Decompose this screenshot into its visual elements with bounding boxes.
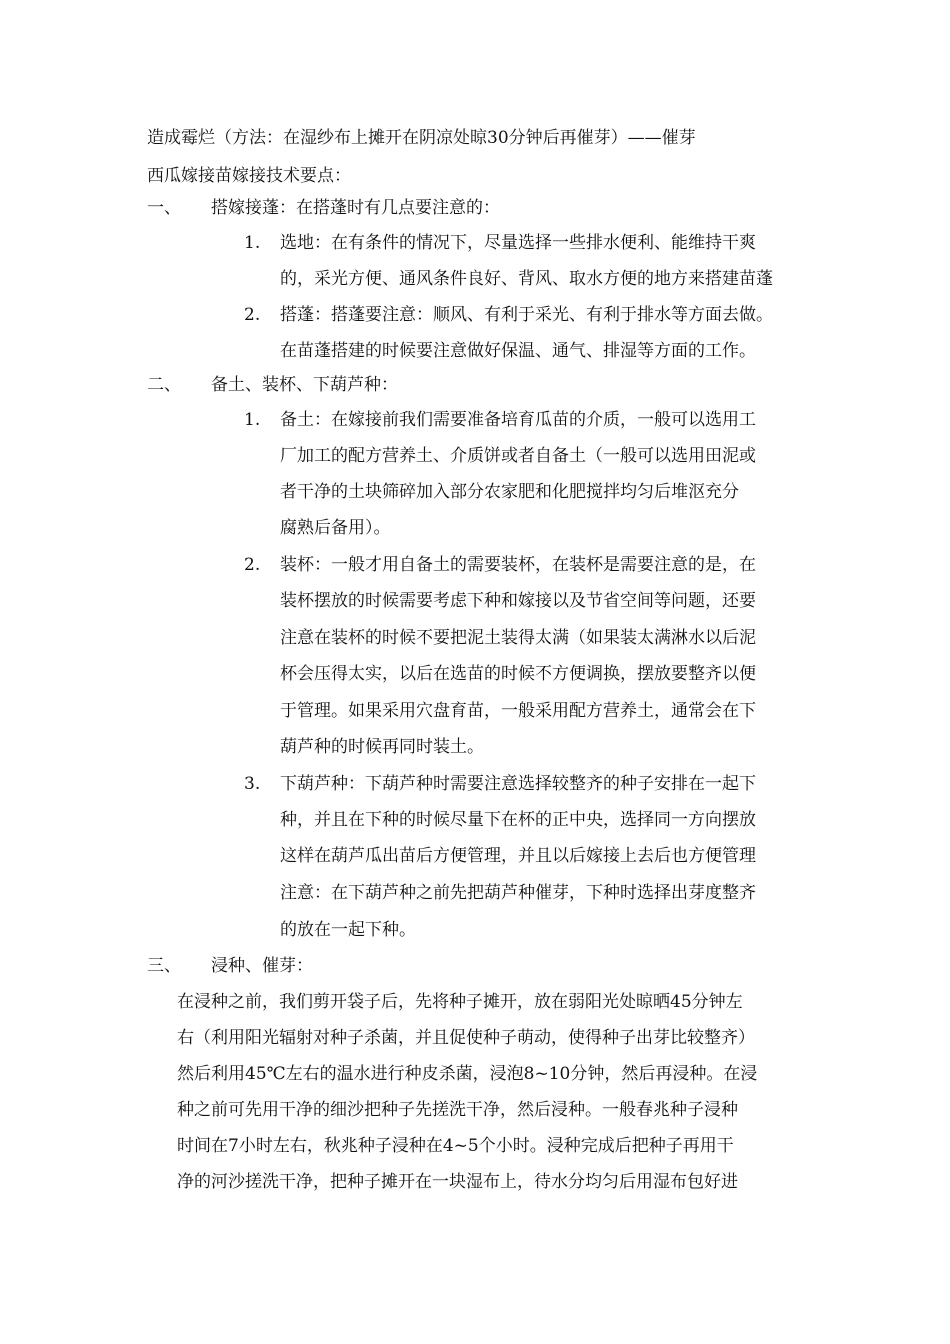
- section-1-title: 搭嫁接蓬：在搭蓬时有几点要注意的：: [211, 198, 500, 218]
- section-2-item-3-number: 3.: [244, 774, 261, 794]
- intro-line-2: 西瓜嫁接苗嫁接技术要点：: [147, 166, 351, 186]
- section-2-item-2-line-3: 注意在装杯的时候不要把泥土装得太满（如果装太满淋水以后泥: [280, 628, 756, 648]
- section-2-marker: 二、: [147, 375, 181, 395]
- section-2-item-3-line-5: 的放在一起下种。: [280, 920, 416, 940]
- section-2-item-3-line-2: 种，并且在下种的时候尽量下在杯的正中央，选择同一方向摆放: [280, 810, 756, 830]
- section-1-item-2-line-1: 搭蓬：搭蓬要注意：顺风、有利于采光、有利于排水等方面去做。: [280, 305, 773, 325]
- section-2-item-3-line-4: 注意：在下葫芦种之前先把葫芦种催芽，下种时选择出芽度整齐: [280, 883, 756, 903]
- section-2-item-2-line-1: 装杯：一般才用自备土的需要装杯，在装杯是需要注意的是，在: [280, 555, 756, 575]
- section-2-item-2-line-6: 葫芦种的时候再同时装土。: [280, 737, 484, 757]
- section-2-item-1-line-2: 厂加工的配方营养土、介质饼或者自备土（一般可以选用田泥或: [280, 446, 756, 466]
- section-2-item-2-line-5: 于管理。如果采用穴盘育苗，一般采用配方营养土，通常会在下: [280, 701, 756, 721]
- section-1-item-2-line-2: 在苗蓬搭建的时候要注意做好保温、通气、排湿等方面的工作。: [280, 341, 756, 361]
- section-1-marker: 一、: [147, 198, 181, 218]
- intro-line-1: 造成霉烂（方法：在湿纱布上摊开在阴凉处晾30分钟后再催芽）——催芽: [147, 128, 696, 148]
- section-1-item-1-number: 1.: [244, 233, 261, 253]
- section-1-item-1-line-2: 的，采光方便、通风条件良好、背风、取水方便的地方来搭建苗蓬: [280, 269, 773, 289]
- section-3-paragraph-line-3: 然后利用45℃左右的温水进行种皮杀菌，浸泡8~10分钟，然后再浸种。在浸: [177, 1064, 758, 1084]
- section-2-item-2-line-4: 杯会压得太实，以后在选苗的时候不方便调换，摆放要整齐以便: [280, 664, 756, 684]
- section-3-paragraph-line-4: 种之前可先用干净的细沙把种子先搓洗干净，然后浸种。一般春兆种子浸种: [177, 1100, 738, 1120]
- section-2-item-3-line-1: 下葫芦种：下葫芦种时需要注意选择较整齐的种子安排在一起下: [280, 774, 756, 794]
- section-2-item-1-line-3: 者干净的土块筛碎加入部分农家肥和化肥搅拌均匀后堆沤充分: [280, 482, 739, 502]
- section-3-paragraph-line-6: 净的河沙搓洗干净，把种子摊开在一块湿布上，待水分均匀后用湿布包好进: [177, 1172, 738, 1192]
- section-2-item-3-line-3: 这样在葫芦瓜出苗后方便管理，并且以后嫁接上去后也方便管理: [280, 846, 756, 866]
- section-2-item-1-line-4: 腐熟后备用）。: [280, 518, 391, 538]
- section-2-item-1-number: 1.: [244, 410, 261, 430]
- section-2-item-2-line-2: 装杯摆放的时候需要考虑下种和嫁接以及节省空间等问题，还要: [280, 591, 756, 611]
- section-3-paragraph-line-2: 右（利用阳光辐射对种子杀菌，并且促使种子萌动，使得种子出芽比较整齐）: [177, 1028, 755, 1048]
- section-3-paragraph-line-5: 时间在7小时左右，秋兆种子浸种在4~5个小时。浸种完成后把种子再用干: [177, 1136, 734, 1156]
- section-3-paragraph-line-1: 在浸种之前，我们剪开袋子后，先将种子摊开，放在弱阳光处晾晒45分钟左: [177, 992, 743, 1012]
- section-3-title: 浸种、催芽：: [211, 956, 313, 976]
- section-3-marker: 三、: [147, 956, 181, 976]
- section-2-item-1-line-1: 备土：在嫁接前我们需要准备培育瓜苗的介质，一般可以选用工: [280, 410, 756, 430]
- section-1-item-2-number: 2.: [244, 305, 261, 325]
- section-2-item-2-number: 2.: [244, 555, 261, 575]
- section-1-item-1-line-1: 选地：在有条件的情况下，尽量选择一些排水便利、能维持干爽: [280, 233, 756, 253]
- section-2-title: 备土、装杯、下葫芦种：: [211, 375, 398, 395]
